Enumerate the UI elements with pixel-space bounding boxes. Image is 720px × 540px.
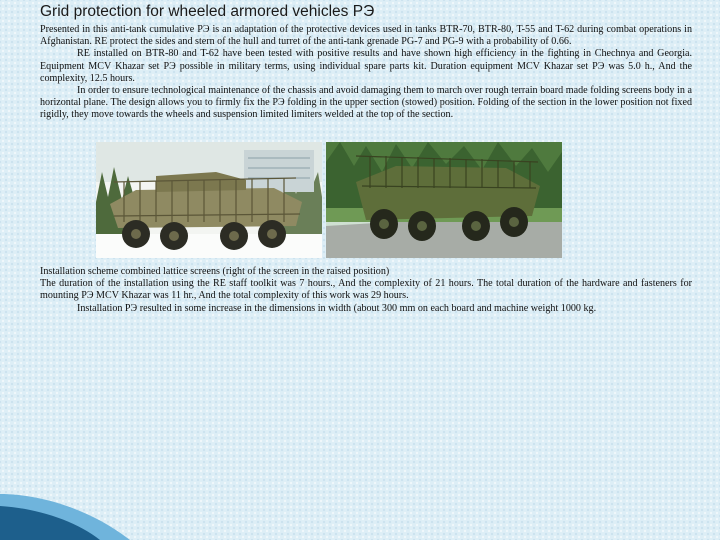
intro-paragraph-3: In order to ensure technological maintenance of the chassis and avoid damaging them to march over rough terrain board made folding screens body in a horizontal plane. The design allows you to firmly fix the РЭ folding in the upper section (stowed) position. Folding of the section in the lower position not fixed rigidly, they move towards the wheels and suspension limited limiters welded at the top of the section. — [40, 85, 692, 121]
slide-title: Grid protection for wheeled armored vehicles РЭ — [40, 3, 375, 20]
armored-vehicle-icon — [326, 142, 562, 258]
bottom-paragraph-3: Installation РЭ resulted in some increase in the dimensions in width (about 300 mm on each board and machine weight 1000 kg. — [77, 302, 597, 314]
intro-paragraph-1: Presented in this anti-tank cumulative РЭ is an adaptation of the protective devices used in tanks BTR-70, BTR-80, T-55 and T-62 during combat operations in Afghanistan. RE protect the sides and stern of the hull and turret of the anti-tank grenade PG-7 and PG-9 with a probability of 0.66. — [40, 24, 692, 48]
intro-paragraph-2: RE installed on BTR-80 and T-62 have been tested with positive results and have shown high efficiency in the fighting in Chechnya and Georgia. Equipment MCV Khazar set РЭ possible in military terms, using individual spare parts kit. Duration equipment MCV Khazar set РЭ was 5.0 h., And the complexity, 12.5 hours. — [40, 48, 692, 84]
photo-vehicle-left — [96, 142, 322, 258]
photo-caption: Installation scheme combined lattice screens (right of the screen in the raised position) — [40, 266, 390, 277]
armored-vehicle-icon — [96, 142, 322, 258]
bottom-paragraph-2: The duration of the installation using the RE staff toolkit was 7 hours., And the complexity of 21 hours. The total duration of the hardware and fasteners for mounting РЭ MCV Khazar was 11 hr., And the total complexity of this work was 29 hours. — [40, 278, 692, 302]
bottom-text — [40, 266, 692, 315]
corner-decoration — [0, 454, 160, 540]
intro-text — [40, 24, 692, 122]
photo-vehicle-right — [326, 142, 562, 258]
